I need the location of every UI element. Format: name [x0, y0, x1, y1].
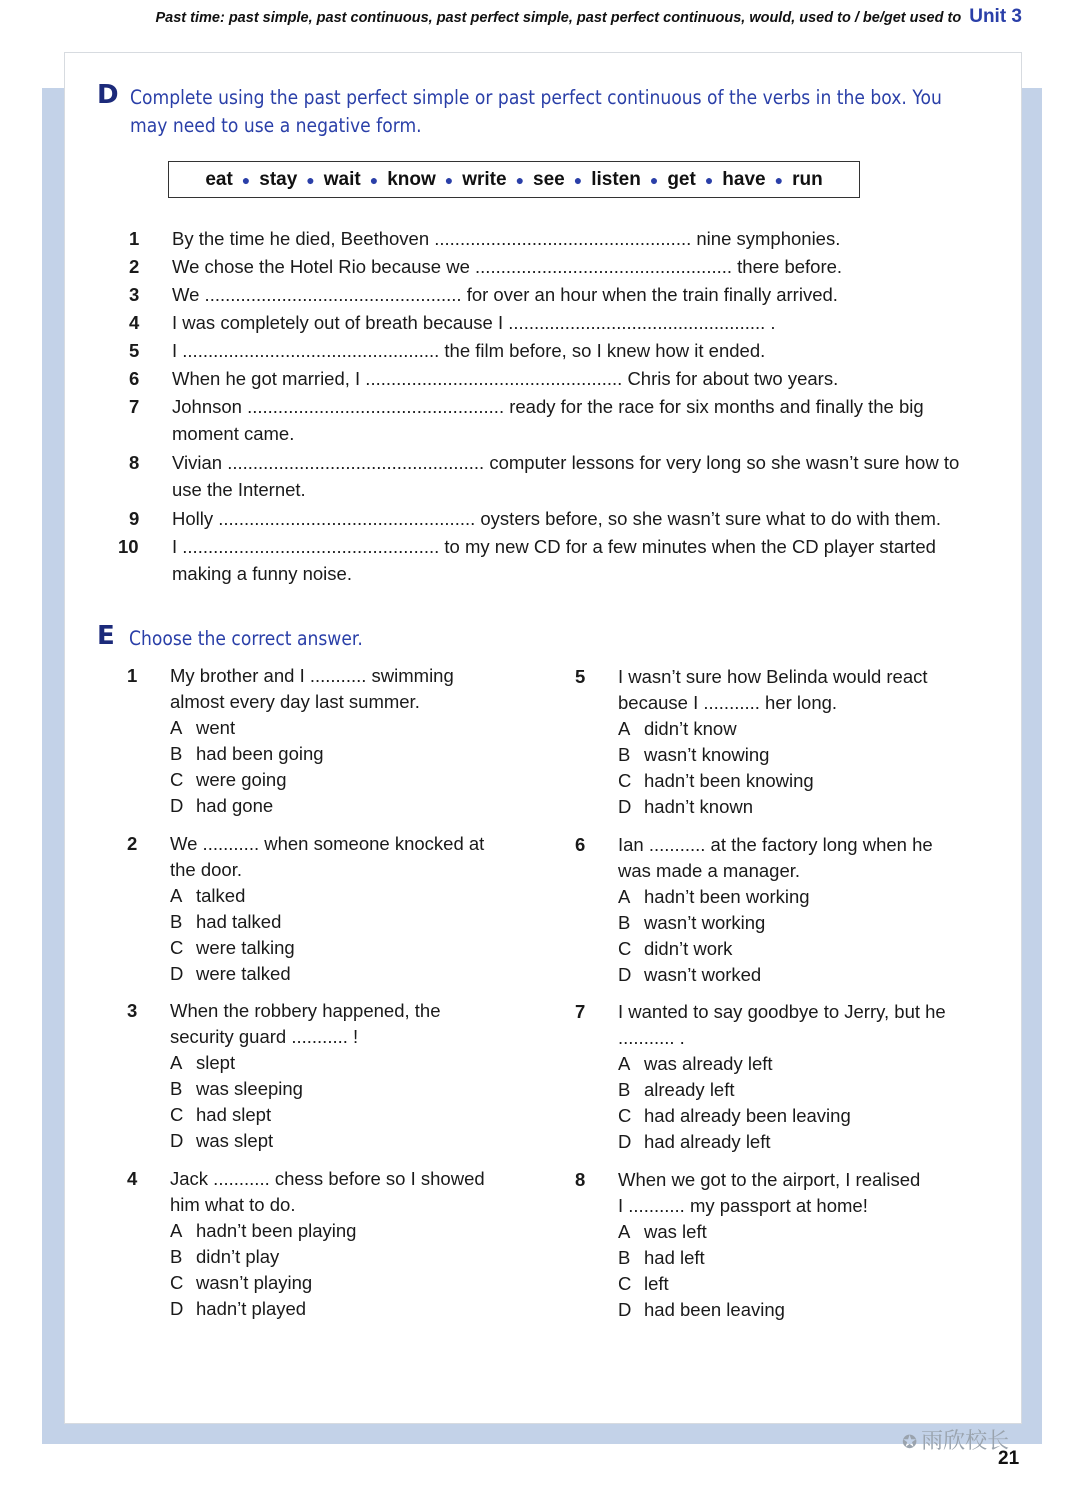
mc-stem: because I ........... her long. — [618, 692, 838, 713]
option-letter: D — [618, 964, 632, 985]
option-text: wasn’t working — [644, 912, 766, 933]
option-text: wasn’t playing — [196, 1272, 313, 1293]
question-text: moment came. — [172, 423, 295, 444]
option-text: had already left — [644, 1131, 771, 1152]
question-text: When he got married, I .................................................. Chris for about two years. — [172, 368, 839, 389]
mc-stem: security guard ........... ! — [170, 1026, 359, 1047]
option-text: hadn’t been knowing — [644, 770, 814, 791]
option-text: were going — [196, 769, 287, 790]
mc-option[interactable] — [618, 1245, 705, 1271]
mc-stem: Jack ........... chess before so I showed — [170, 1168, 485, 1189]
question-number: 6 — [129, 368, 140, 389]
option-text: had been leaving — [644, 1299, 785, 1320]
option-letter: B — [170, 1246, 183, 1267]
mc-stem: I wasn’t sure how Belinda would react — [618, 666, 928, 687]
option-text: left — [644, 1273, 669, 1294]
mc-number: 1 — [127, 665, 138, 686]
option-text: already left — [644, 1079, 735, 1100]
unit-label: Unit 3 — [969, 6, 1022, 27]
running-header — [156, 6, 1023, 28]
question-text: making a funny noise. — [172, 563, 352, 584]
option-text: were talking — [196, 937, 295, 958]
option-letter: D — [170, 963, 184, 984]
question-number: 1 — [129, 228, 140, 249]
option-text: was left — [644, 1221, 707, 1242]
mc-stem: ........... . — [618, 1027, 685, 1048]
mc-option[interactable] — [170, 1218, 356, 1244]
verb-item: have — [722, 168, 766, 190]
wechat-icon: ✪ — [902, 1432, 918, 1453]
mc-option[interactable] — [618, 1271, 669, 1297]
mc-option[interactable] — [170, 715, 235, 741]
mc-option[interactable] — [170, 909, 281, 935]
option-letter: B — [170, 911, 183, 932]
mc-stem: We ........... when someone knocked at — [170, 833, 485, 854]
option-text: was already left — [644, 1053, 773, 1074]
question-number: 3 — [129, 284, 140, 305]
option-letter: A — [170, 717, 183, 738]
mc-stem: was made a manager. — [618, 860, 801, 881]
mc-option[interactable] — [618, 768, 814, 794]
section-d-instruction-line2: may need to use a negative form. — [130, 114, 422, 137]
option-letter: B — [618, 744, 631, 765]
option-letter: D — [618, 1299, 632, 1320]
question-text: Johnson .................................................. ready for the race for six months and finally the big — [172, 396, 924, 417]
option-text: didn’t know — [644, 718, 737, 739]
option-letter: B — [170, 1078, 183, 1099]
mc-option[interactable] — [170, 883, 245, 909]
option-text: wasn’t worked — [644, 964, 762, 985]
bullet-dot-icon: ● — [444, 171, 454, 188]
question-number: 9 — [129, 508, 140, 529]
mc-option[interactable] — [170, 961, 291, 987]
mc-stem: When we got to the airport, I realised — [618, 1169, 921, 1190]
question-text: use the Internet. — [172, 479, 306, 500]
option-letter: A — [618, 886, 631, 907]
mc-stem: When the robbery happened, the — [170, 1000, 441, 1021]
option-letter: B — [170, 743, 183, 764]
question-number: 2 — [129, 256, 140, 277]
mc-option[interactable] — [170, 1050, 235, 1076]
question-number: 10 — [118, 536, 139, 557]
header-text: Past time: past simple, past continuous, past perfect simple, past perfect continuous, would, used to / be/get used to — [155, 10, 962, 26]
mc-stem: him what to do. — [170, 1194, 296, 1215]
mc-option[interactable] — [170, 935, 295, 961]
mc-option[interactable] — [618, 962, 761, 988]
mc-option[interactable] — [618, 1077, 735, 1103]
option-letter: B — [618, 1079, 631, 1100]
option-text: had already been leaving — [644, 1105, 851, 1126]
section-d-instruction — [130, 84, 957, 140]
option-letter: D — [170, 1298, 184, 1319]
verb-item: listen — [591, 168, 641, 190]
verb-item: get — [667, 168, 696, 190]
mc-option[interactable] — [618, 1219, 707, 1245]
option-text: went — [196, 717, 236, 738]
option-letter: C — [618, 938, 632, 959]
mc-option[interactable] — [618, 716, 737, 742]
question-number: 7 — [129, 396, 140, 417]
mc-option[interactable] — [618, 794, 753, 820]
option-letter: C — [170, 1104, 184, 1125]
mc-number: 3 — [127, 1000, 138, 1021]
option-letter: C — [170, 1272, 184, 1293]
mc-option[interactable] — [618, 936, 732, 962]
mc-option[interactable] — [618, 742, 769, 768]
question-text: Holly .................................................. oysters before, so she wasn’t sure what to do with them. — [172, 508, 942, 529]
mc-number: 8 — [575, 1169, 586, 1190]
question-number: 5 — [129, 340, 140, 361]
verb-box — [168, 161, 860, 198]
option-letter: B — [618, 912, 631, 933]
mc-option[interactable] — [170, 1244, 279, 1270]
verb-item: eat — [205, 168, 233, 190]
option-letter: D — [618, 796, 632, 817]
option-letter: C — [170, 769, 184, 790]
mc-option[interactable] — [618, 1297, 785, 1323]
bullet-dot-icon: ● — [241, 171, 251, 188]
bullet-dot-icon: ● — [306, 171, 315, 188]
page-number: 21 — [998, 1448, 1020, 1469]
option-text: didn’t work — [644, 938, 733, 959]
mc-stem: I wanted to say goodbye to Jerry, but he — [618, 1001, 946, 1022]
option-text: didn’t play — [196, 1246, 280, 1267]
verb-item: wait — [323, 168, 361, 190]
watermark-text: 雨欣校长 — [921, 1429, 1010, 1454]
option-text: were talked — [196, 963, 291, 984]
option-letter: A — [170, 1220, 183, 1241]
mc-number: 4 — [127, 1168, 138, 1189]
option-letter: C — [618, 1273, 632, 1294]
option-letter: A — [618, 1053, 631, 1074]
question-text: I .................................................. the film before, so I knew how it ended. — [172, 340, 766, 361]
question-text: We .................................................. for over an hour when the train finally arrived. — [172, 284, 838, 305]
verb-item: see — [533, 168, 565, 190]
mc-number: 6 — [575, 834, 586, 855]
mc-option[interactable] — [170, 1076, 303, 1102]
verb-item: stay — [259, 168, 298, 190]
question-text: I .................................................. to my new CD for a few minutes when the CD player started — [172, 536, 936, 557]
section-e-letter: E — [97, 621, 115, 651]
option-letter: A — [618, 1221, 631, 1242]
mc-stem: I ........... my passport at home! — [618, 1195, 868, 1216]
mc-option[interactable] — [170, 1270, 312, 1296]
mc-number: 5 — [575, 666, 586, 687]
mc-option[interactable] — [618, 884, 810, 910]
mc-stem: almost every day last summer. — [170, 691, 420, 712]
verb-item: write — [462, 168, 507, 190]
mc-option[interactable] — [618, 910, 765, 936]
option-letter: D — [618, 1131, 632, 1152]
mc-option[interactable] — [170, 767, 287, 793]
mc-number: 7 — [575, 1001, 586, 1022]
option-text: hadn’t been playing — [196, 1220, 357, 1241]
mc-stem: Ian ........... at the factory long when he — [618, 834, 933, 855]
question-number: 8 — [129, 452, 140, 473]
option-letter: A — [170, 885, 183, 906]
mc-option[interactable] — [170, 1296, 306, 1322]
option-letter: B — [618, 1247, 631, 1268]
mc-option[interactable] — [618, 1129, 771, 1155]
mc-option[interactable] — [170, 741, 324, 767]
option-text: had gone — [196, 795, 274, 816]
option-text: hadn’t known — [644, 796, 754, 817]
option-letter: A — [170, 1052, 183, 1073]
option-text: was sleeping — [196, 1078, 303, 1099]
question-text: By the time he died, Beethoven .................................................. nine symphonies. — [172, 228, 841, 249]
option-letter: C — [170, 937, 184, 958]
option-letter: C — [618, 770, 632, 791]
verb-item: know — [387, 168, 436, 190]
option-text: hadn’t played — [196, 1298, 307, 1319]
mc-stem: the door. — [170, 859, 243, 880]
bullet-dot-icon: ● — [649, 171, 659, 188]
option-letter: C — [618, 1105, 632, 1126]
verb-item: run — [792, 168, 823, 190]
watermark — [902, 1424, 1009, 1455]
question-number: 4 — [129, 312, 140, 333]
option-text: slept — [196, 1052, 236, 1073]
option-text: had slept — [196, 1104, 272, 1125]
option-letter: A — [618, 718, 631, 739]
mc-stem: My brother and I ........... swimming — [170, 665, 454, 686]
section-d-letter: D — [97, 80, 119, 110]
option-text: had been going — [196, 743, 324, 764]
mc-option[interactable] — [618, 1051, 773, 1077]
option-text: had left — [644, 1247, 705, 1268]
option-text: wasn’t knowing — [644, 744, 770, 765]
question-text: We chose the Hotel Rio because we .................................................. there before. — [172, 256, 843, 277]
section-e-instruction: Choose the correct answer. — [129, 627, 363, 650]
option-text: hadn’t been working — [644, 886, 810, 907]
option-text: was slept — [196, 1130, 274, 1151]
question-text: Vivian .................................................. computer lessons for very long so she wasn’t sure how to — [172, 452, 960, 473]
bullet-dot-icon: ● — [573, 171, 583, 188]
mc-option[interactable] — [618, 1103, 851, 1129]
mc-option[interactable] — [170, 1102, 271, 1128]
bullet-dot-icon: ● — [515, 171, 525, 188]
mc-number: 2 — [127, 833, 138, 854]
option-letter: D — [170, 795, 184, 816]
question-text: I was completely out of breath because I .................................................. . — [172, 312, 776, 333]
option-letter: D — [170, 1130, 184, 1151]
bullet-dot-icon: ● — [774, 171, 784, 188]
bullet-dot-icon: ● — [369, 171, 379, 188]
option-text: talked — [196, 885, 246, 906]
mc-option[interactable] — [170, 1128, 273, 1154]
bullet-dot-icon: ● — [704, 171, 714, 188]
section-d-instruction-line1: Complete using the past perfect simple or past perfect continuous of the verbs in the box. You — [130, 86, 942, 109]
option-text: had talked — [196, 911, 282, 932]
mc-option[interactable] — [170, 793, 273, 819]
